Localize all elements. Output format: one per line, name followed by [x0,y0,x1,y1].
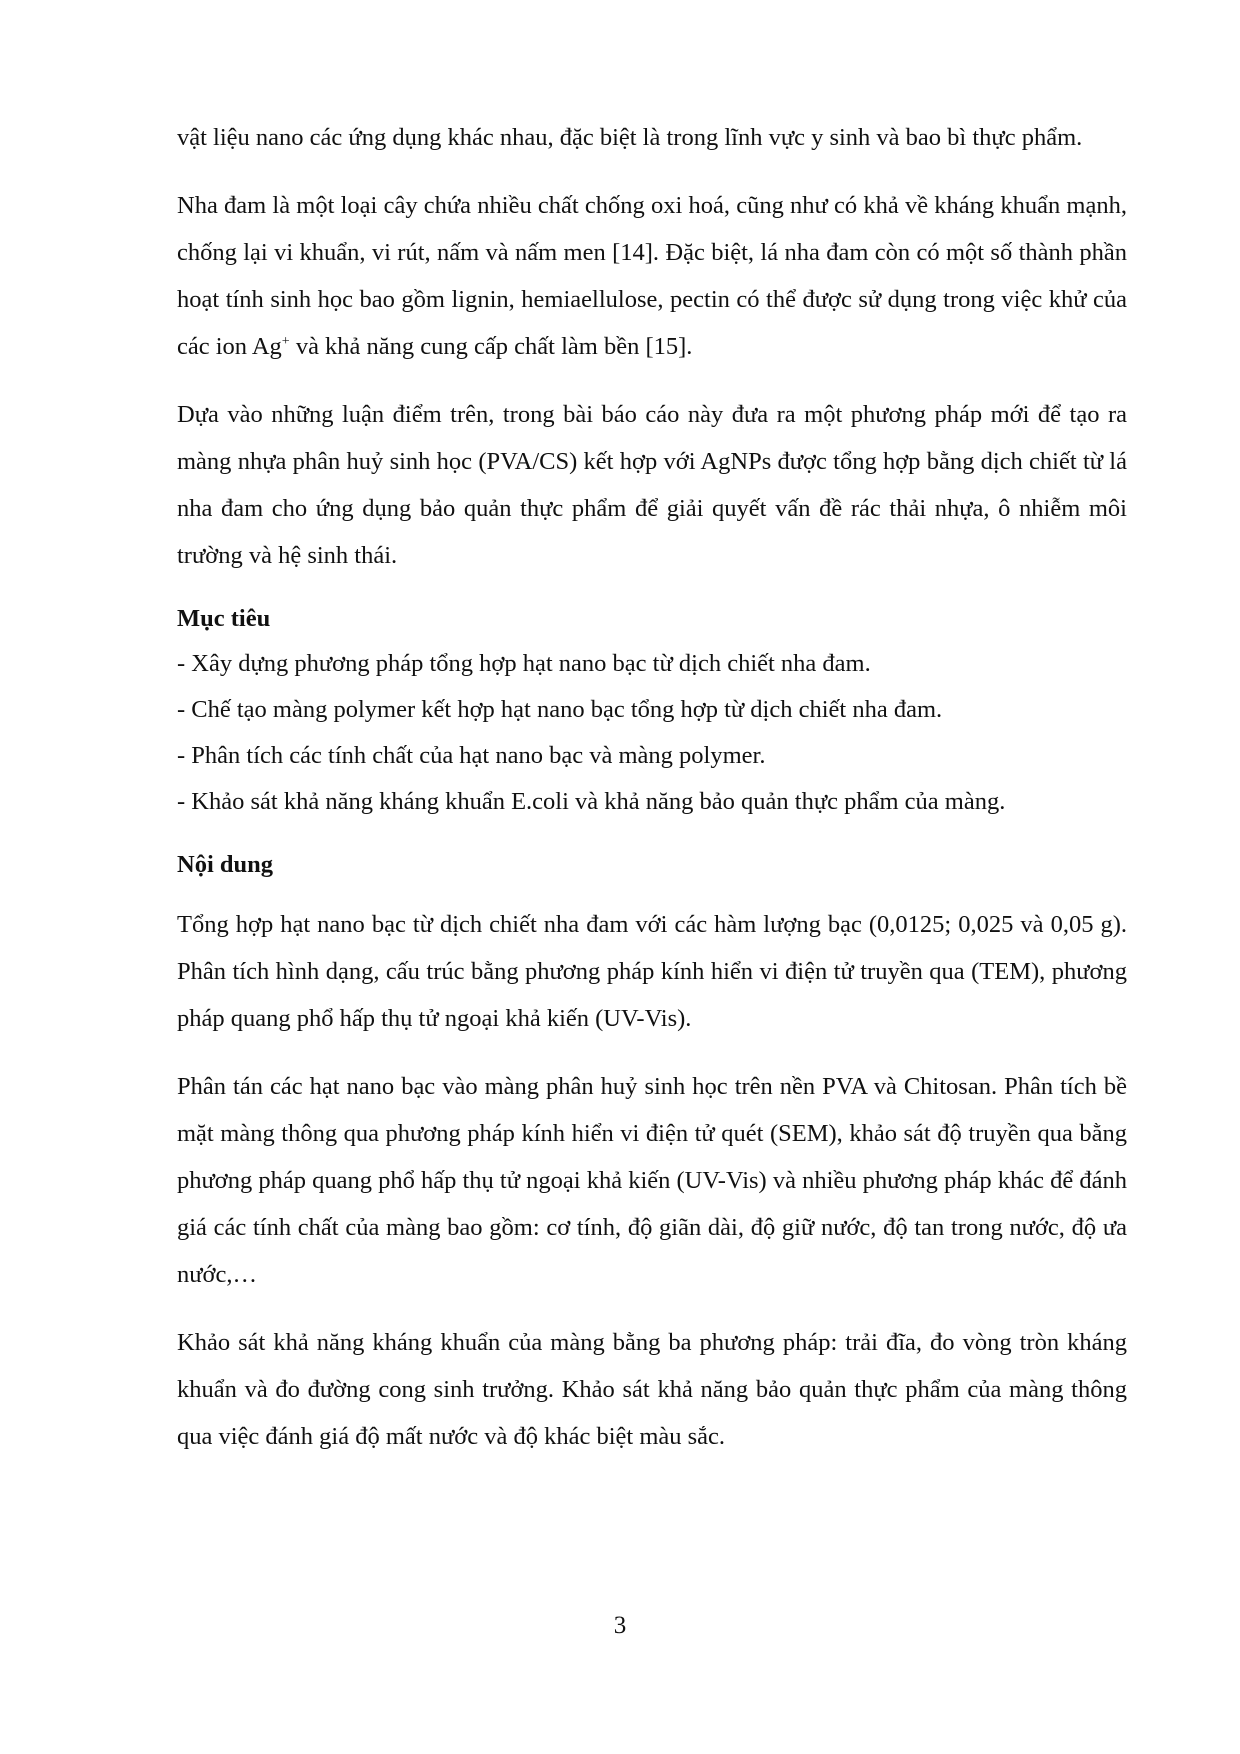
continuation-paragraph: vật liệu nano các ứng dụng khác nhau, đặc biệt là trong lĩnh vực y sinh và bao bì thực phẩm. [177,124,1083,151]
list-item: - Phân tích các tính chất của hạt nano bạc và màng polymer. [177,742,766,769]
aloe-paragraph [177,182,1127,370]
aloe-paragraph-tail: và khả năng cung cấp chất làm bền [15]. [289,333,693,360]
content-paragraph-synthesis: Tổng hợp hạt nano bạc từ dịch chiết nha đam với các hàm lượng bạc (0,0125; 0,025 và 0,05 g). Phân tích hình dạng, cấu trúc bằng phương pháp kính hiển vi điện tử truyền qua (TEM), phương pháp quang phổ hấp thụ tử ngoại khả kiến (UV-Vis). [177,911,1127,1032]
objectives-list [177,641,1127,825]
list-item: - Khảo sát khả năng kháng khuẩn E.coli và khả năng bảo quản thực phẩm của màng. [177,788,1006,815]
objectives-heading: Mục tiêu [177,605,271,632]
content-paragraph-membrane: Phân tán các hạt nano bạc vào màng phân huỷ sinh học trên nền PVA và Chitosan. Phân tích bề mặt màng thông qua phương pháp kính hiển vi điện tử quét (SEM), khảo sát độ truyền qua bằng phương pháp quang phổ hấp thụ tử ngoại khả kiến (UV-Vis) và nhiều phương pháp khác để đánh giá các tính chất của màng bao gồm: cơ tính, độ giãn dài, độ giữ nước, độ tan trong nước, độ ưa nước,… [177,1073,1127,1288]
page-number: 3 [613,1612,627,1639]
content-paragraph-antibacterial: Khảo sát khả năng kháng khuẩn của màng bằng ba phương pháp: trải đĩa, đo vòng tròn kháng khuẩn và đo đường cong sinh trưởng. Khảo sát khả năng bảo quản thực phẩm của màng thông qua việc đánh giá độ mất nước và độ khác biệt màu sắc. [177,1329,1127,1450]
content-heading: Nội dung [177,851,274,878]
silver-ion-charge: + [281,333,290,349]
list-item: - Xây dựng phương pháp tổng hợp hạt nano bạc từ dịch chiết nha đam. [177,650,871,677]
list-item: - Chế tạo màng polymer kết hợp hạt nano bạc tổng hợp từ dịch chiết nha đam. [177,696,943,723]
proposal-paragraph: Dựa vào những luận điểm trên, trong bài báo cáo này đưa ra một phương pháp mới để tạo ra màng nhựa phân huỷ sinh học (PVA/CS) kết hợp với AgNPs được tổng hợp bằng dịch chiết từ lá nha đam cho ứng dụng bảo quản thực phẩm để giải quyết vấn đề rác thải nhựa, ô nhiễm môi trường và hệ sinh thái. [177,401,1127,569]
aloe-paragraph-text: Nha đam là một loại cây chứa nhiều chất chống oxi hoá, cũng như có khả về kháng khuẩn mạnh, chống lại vi khuẩn, vi rút, nấm và nấm men [14]. Đặc biệt, lá nha đam còn có một số thành phần hoạt tính sinh học bao gồm lignin, hemiaellulose, pectin có thể được sử dụng trong việc khử của các ion Ag [177,192,1127,360]
page-body [177,114,1127,1460]
